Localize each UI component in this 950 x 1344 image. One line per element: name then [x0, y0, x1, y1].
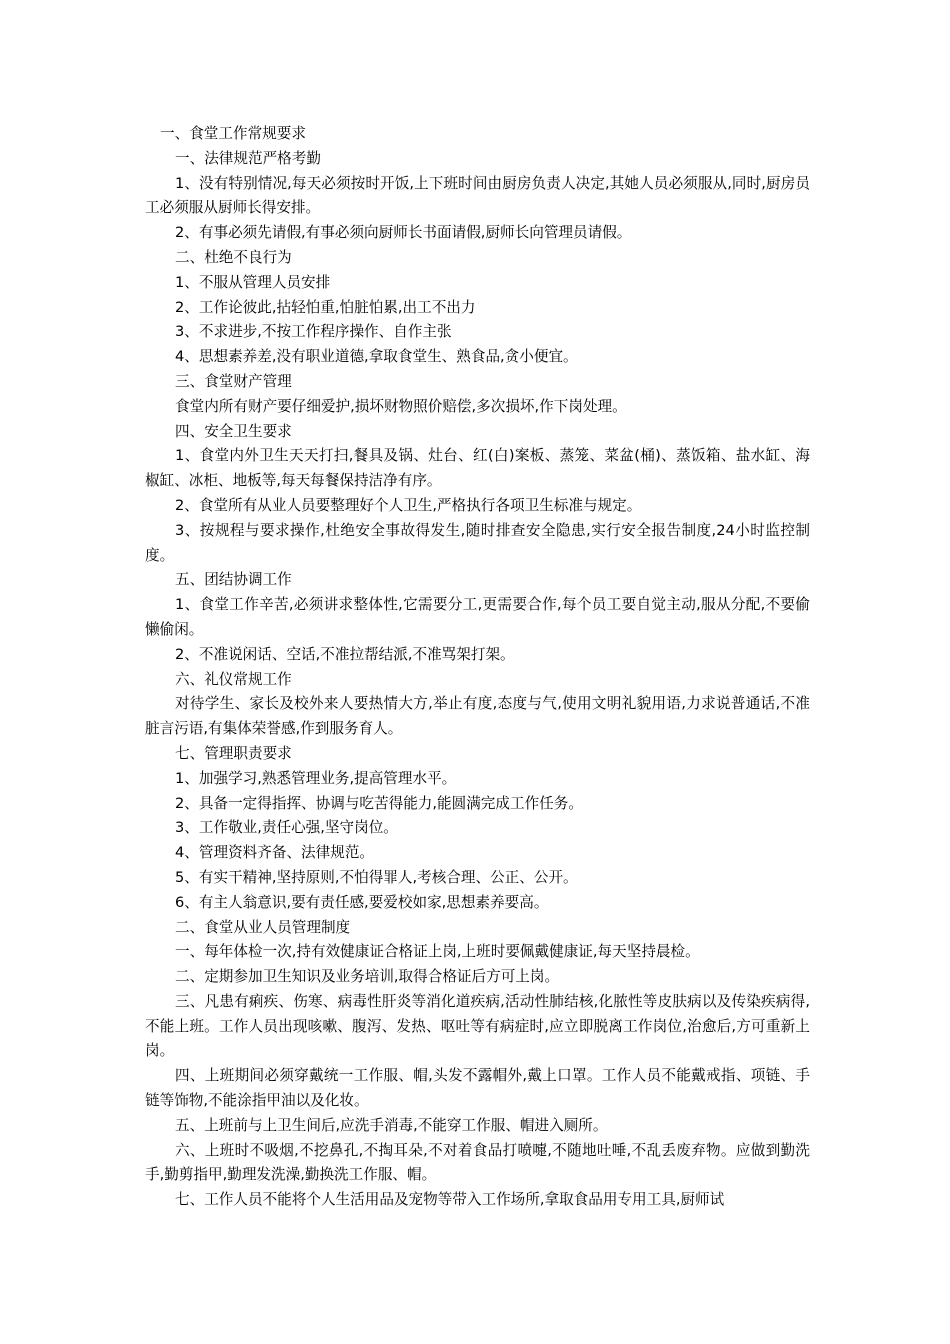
- paragraph: 2、具备一定得指挥、协调与吃苦得能力,能圆满完成工作任务。: [175, 794, 583, 812]
- paragraph: 对待学生、家长及校外来人要热情大方,举止有度,态度与气,使用文明礼貌用语,力求说普通话,不准脏言污语,有集体荣誉感,作到服务育人。: [145, 695, 810, 738]
- paragraph: 1、食堂工作辛苦,必须讲求整体性,它需要分工,更需要合作,每个员工要自觉主动,服从分配,不要偷懒偷闲。: [145, 596, 810, 638]
- subsection-heading: 六、礼仪常规工作: [175, 670, 292, 688]
- document-page: [145, 122, 810, 1213]
- paragraph: 3、按规程与要求操作,杜绝安全事故得发生,随时排查安全隐患,实行安全报告制度,24小时监控制度。: [145, 521, 810, 564]
- paragraph: 1、不服从管理人员安排: [175, 273, 331, 291]
- section-heading: 一、食堂工作常规要求: [160, 125, 306, 142]
- paragraph: 一、每年体检一次,持有效健康证合格证上岗,上班时要佩戴健康证,每天坚持晨检。: [175, 943, 700, 961]
- paragraph: 四、上班期间必须穿戴统一工作服、帽,头发不露帽外,戴上口罩。工作人员不能戴戒指、项链、手链等饰物,不能涂指甲油以及化妆。: [145, 1067, 810, 1110]
- paragraph: 1、食堂内外卫生天天打扫,餐具及锅、灶台、红(白)案板、蒸笼、菜盆(桶)、蒸饭箱、盐水缸、海椒缸、冰柜、地板等,每天每餐保持洁净有序。: [145, 447, 810, 490]
- paragraph: 2、不准说闲话、空话,不准拉帮结派,不准骂架打架。: [175, 645, 515, 663]
- paragraph: 三、凡患有痢疾、伤寒、病毒性肝炎等消化道疾病,活动性肺结核,化脓性等皮肤病以及传染疾病得,不能上班。工作人员出现咳嗽、腹泻、发热、呕吐等有病症时,应立即脱离工作岗位,治愈后,方可重新上岗。: [145, 992, 810, 1060]
- paragraph: 2、食堂所有从业人员要整理好个人卫生,严格执行各项卫生标准与规定。: [175, 496, 642, 514]
- paragraph: 二、定期参加卫生知识及业务培训,取得合格证后方可上岗。: [175, 968, 560, 986]
- paragraph: 七、工作人员不能将个人生活用品及宠物等带入工作场所,拿取食品用专用工具,厨师试: [175, 1191, 725, 1209]
- paragraph: 2、有事必须先请假,有事必须向厨师长书面请假,厨师长向管理员请假。: [175, 224, 632, 242]
- subsection-heading: 四、安全卫生要求: [175, 422, 292, 440]
- subsection-heading: 三、食堂财产管理: [175, 372, 292, 390]
- paragraph: 食堂内所有财产要仔细爱护,损坏财物照价赔偿,多次损坏,作下岗处理。: [175, 397, 627, 415]
- paragraph: 3、不求进步,不按工作程序操作、自作主张: [175, 323, 452, 341]
- paragraph: 4、管理资料齐备、法律规范。: [175, 844, 375, 862]
- paragraph: 六、上班时不吸烟,不挖鼻孔,不掏耳朵,不对着食品打喷嚏,不随地吐唾,不乱丢废弃物。应做到勤洗手,勤剪指甲,勤理发洗澡,勤换洗工作服、帽。: [145, 1141, 810, 1184]
- paragraph: 2、工作论彼此,拈轻怕重,怕脏怕累,出工不出力: [175, 298, 476, 316]
- paragraph: 五、上班前与上卫生间后,应洗手消毒,不能穿工作服、帽进入厕所。: [175, 1116, 608, 1134]
- subsection-heading: 七、管理职责要求: [175, 744, 292, 762]
- paragraph: 6、有主人翁意识,要有责任感,要爱校如家,思想素养要高。: [175, 893, 549, 911]
- paragraph: 4、思想素养差,没有职业道德,拿取食堂生、熟食品,贪小便宜。: [175, 348, 578, 366]
- paragraph: 1、没有特别情况,每天必须按时开饭,上下班时间由厨房负责人决定,其她人员必须服从,同时,厨房员工必须服从厨师长得安排。: [145, 174, 810, 217]
- paragraph: 3、工作敬业,责任心强,坚守岗位。: [175, 819, 398, 837]
- section-heading: 二、食堂从业人员管理制度: [175, 918, 351, 936]
- subsection-heading: 一、法律规范严格考勤: [175, 149, 321, 167]
- paragraph: 1、加强学习,熟悉管理业务,提高管理水平。: [175, 769, 457, 787]
- subsection-heading: 五、团结协调工作: [175, 571, 292, 589]
- paragraph: 5、有实干精神,坚持原则,不怕得罪人,考核合理、公正、公开。: [175, 868, 578, 886]
- subsection-heading: 二、杜绝不良行为: [175, 248, 292, 266]
